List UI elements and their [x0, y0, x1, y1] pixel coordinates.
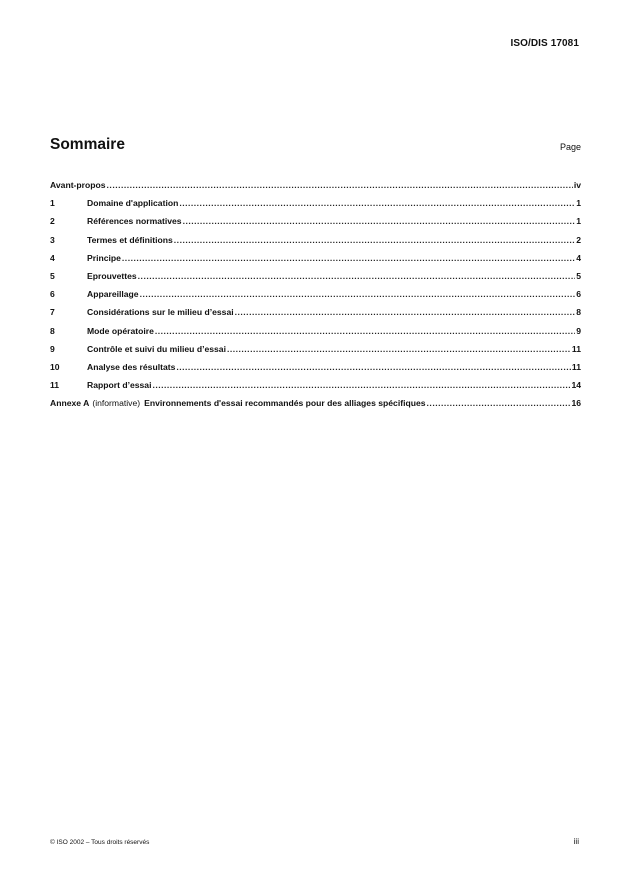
toc-annex-title: Environnements d'essai recommandés pour des alliages spécifiques: [144, 398, 426, 409]
toc-entry-title: Rapport d’essai: [87, 380, 152, 391]
toc-entry-number: 9: [50, 343, 55, 354]
toc-leader: [176, 358, 571, 376]
toc-entry-3[interactable]: [50, 231, 581, 249]
toc-entry-number: 5: [50, 270, 55, 281]
toc-leader: [235, 303, 576, 321]
toc-entry-10[interactable]: [50, 358, 581, 376]
footer-copyright: © ISO 2002 – Tous droits réservés: [50, 839, 150, 846]
toc-entry-number: 4: [50, 252, 55, 263]
toc-entry-title: Analyse des résultats: [87, 361, 176, 372]
toc-leader: [140, 285, 576, 303]
toc-entry-page: 2: [576, 234, 581, 245]
toc-entry-title: Avant-propos: [50, 180, 106, 190]
toc-entry-page: 11: [571, 343, 581, 354]
toc-leader: [174, 231, 575, 249]
toc-leader: [122, 249, 575, 267]
toc-leader: [227, 340, 571, 358]
toc-leader: [107, 176, 573, 194]
toc-entry-title: Domaine d'application: [87, 198, 179, 209]
toc-entry-title: Mode opératoire: [87, 325, 154, 336]
toc-entry-page: 11: [571, 361, 581, 372]
toc-entry-number: 7: [50, 307, 55, 318]
toc-entry-number: 8: [50, 325, 55, 336]
toc-entry-9[interactable]: [50, 340, 581, 358]
footer-page-number: iii: [573, 837, 579, 846]
toc-entry-6[interactable]: [50, 285, 581, 303]
toc-leader: [155, 322, 575, 340]
toc-annex-label: Annexe A: [50, 398, 90, 409]
toc-page-label: Page: [559, 142, 581, 152]
toc-entry-page: 6: [576, 289, 581, 300]
toc-entry-number: 1: [50, 198, 55, 209]
toc-entry-title: Principe: [87, 252, 121, 263]
toc-entry-page: 9: [576, 325, 581, 336]
toc-leader: [183, 212, 576, 230]
toc-annex-page: 16: [571, 398, 581, 409]
toc-entry-annex-a[interactable]: [50, 394, 581, 412]
toc-list: [50, 176, 581, 412]
toc-entry-number: 6: [50, 289, 55, 300]
toc-entry-title: Considérations sur le milieu d’essai: [87, 307, 234, 318]
toc-entry-page: 8: [576, 307, 581, 318]
toc-leader: [152, 376, 570, 394]
toc-title: Sommaire: [50, 136, 125, 153]
toc-entry-number: 2: [50, 216, 55, 227]
toc-leader: [138, 267, 576, 285]
toc-entry-4[interactable]: [50, 249, 581, 267]
toc-entry-title: Références normatives: [87, 216, 182, 227]
toc-entry-5[interactable]: [50, 267, 581, 285]
toc-heading: [50, 136, 581, 160]
toc-entry-page: 4: [576, 252, 581, 263]
toc-entry-page: iv: [573, 180, 581, 190]
toc-entry-page: 1: [576, 198, 581, 209]
toc-entry-8[interactable]: [50, 322, 581, 340]
toc-entry-11[interactable]: [50, 376, 581, 394]
toc-entry-number: 10: [50, 361, 60, 372]
toc-entry-1[interactable]: [50, 194, 581, 212]
toc-entry-title: Termes et définitions: [87, 234, 173, 245]
toc-leader: [179, 194, 575, 212]
toc-entry-title: Eprouvettes: [87, 270, 137, 281]
toc-entry-avant-propos[interactable]: [50, 176, 581, 194]
toc-entry-page: 1: [576, 216, 581, 227]
toc-entry-title: Contrôle et suivi du milieu d’essai: [87, 343, 226, 354]
toc-entry-number: 3: [50, 234, 55, 245]
toc-entry-page: 5: [576, 270, 581, 281]
toc-entry-7[interactable]: [50, 303, 581, 321]
toc-annex-type: (informative): [92, 398, 141, 409]
toc-entry-page: 14: [571, 380, 581, 391]
document-code: ISO/DIS 17081: [510, 38, 579, 49]
toc-entry-title: Appareillage: [87, 289, 139, 300]
toc-leader: [427, 394, 571, 412]
toc-entry-number: 11: [50, 380, 60, 391]
toc-entry-2[interactable]: [50, 212, 581, 230]
